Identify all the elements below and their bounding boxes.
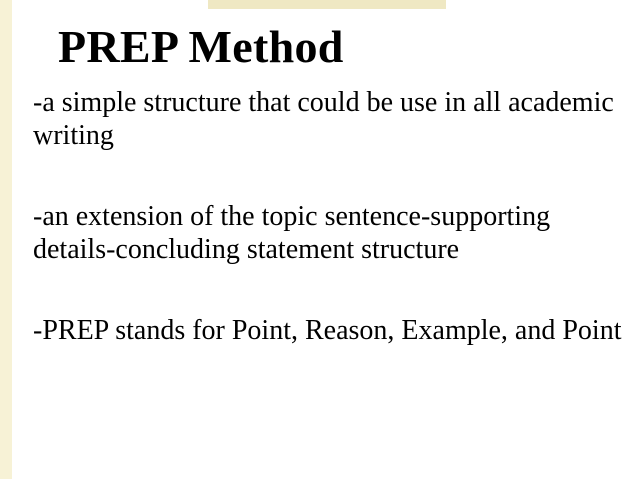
bullet-list <box>33 86 623 347</box>
bullet-acronym: -PREP stands for Point, Reason, Example, and Point <box>33 315 622 346</box>
left-accent-strip <box>0 0 12 479</box>
bullet-definition: -a simple structure that could be use in all academic writing <box>33 87 614 151</box>
slide-title: PREP Method <box>58 21 344 72</box>
bullet-extension: -an extension of the topic sentence-supporting details-concluding statement structure <box>33 201 551 265</box>
top-accent-tab <box>208 0 446 9</box>
